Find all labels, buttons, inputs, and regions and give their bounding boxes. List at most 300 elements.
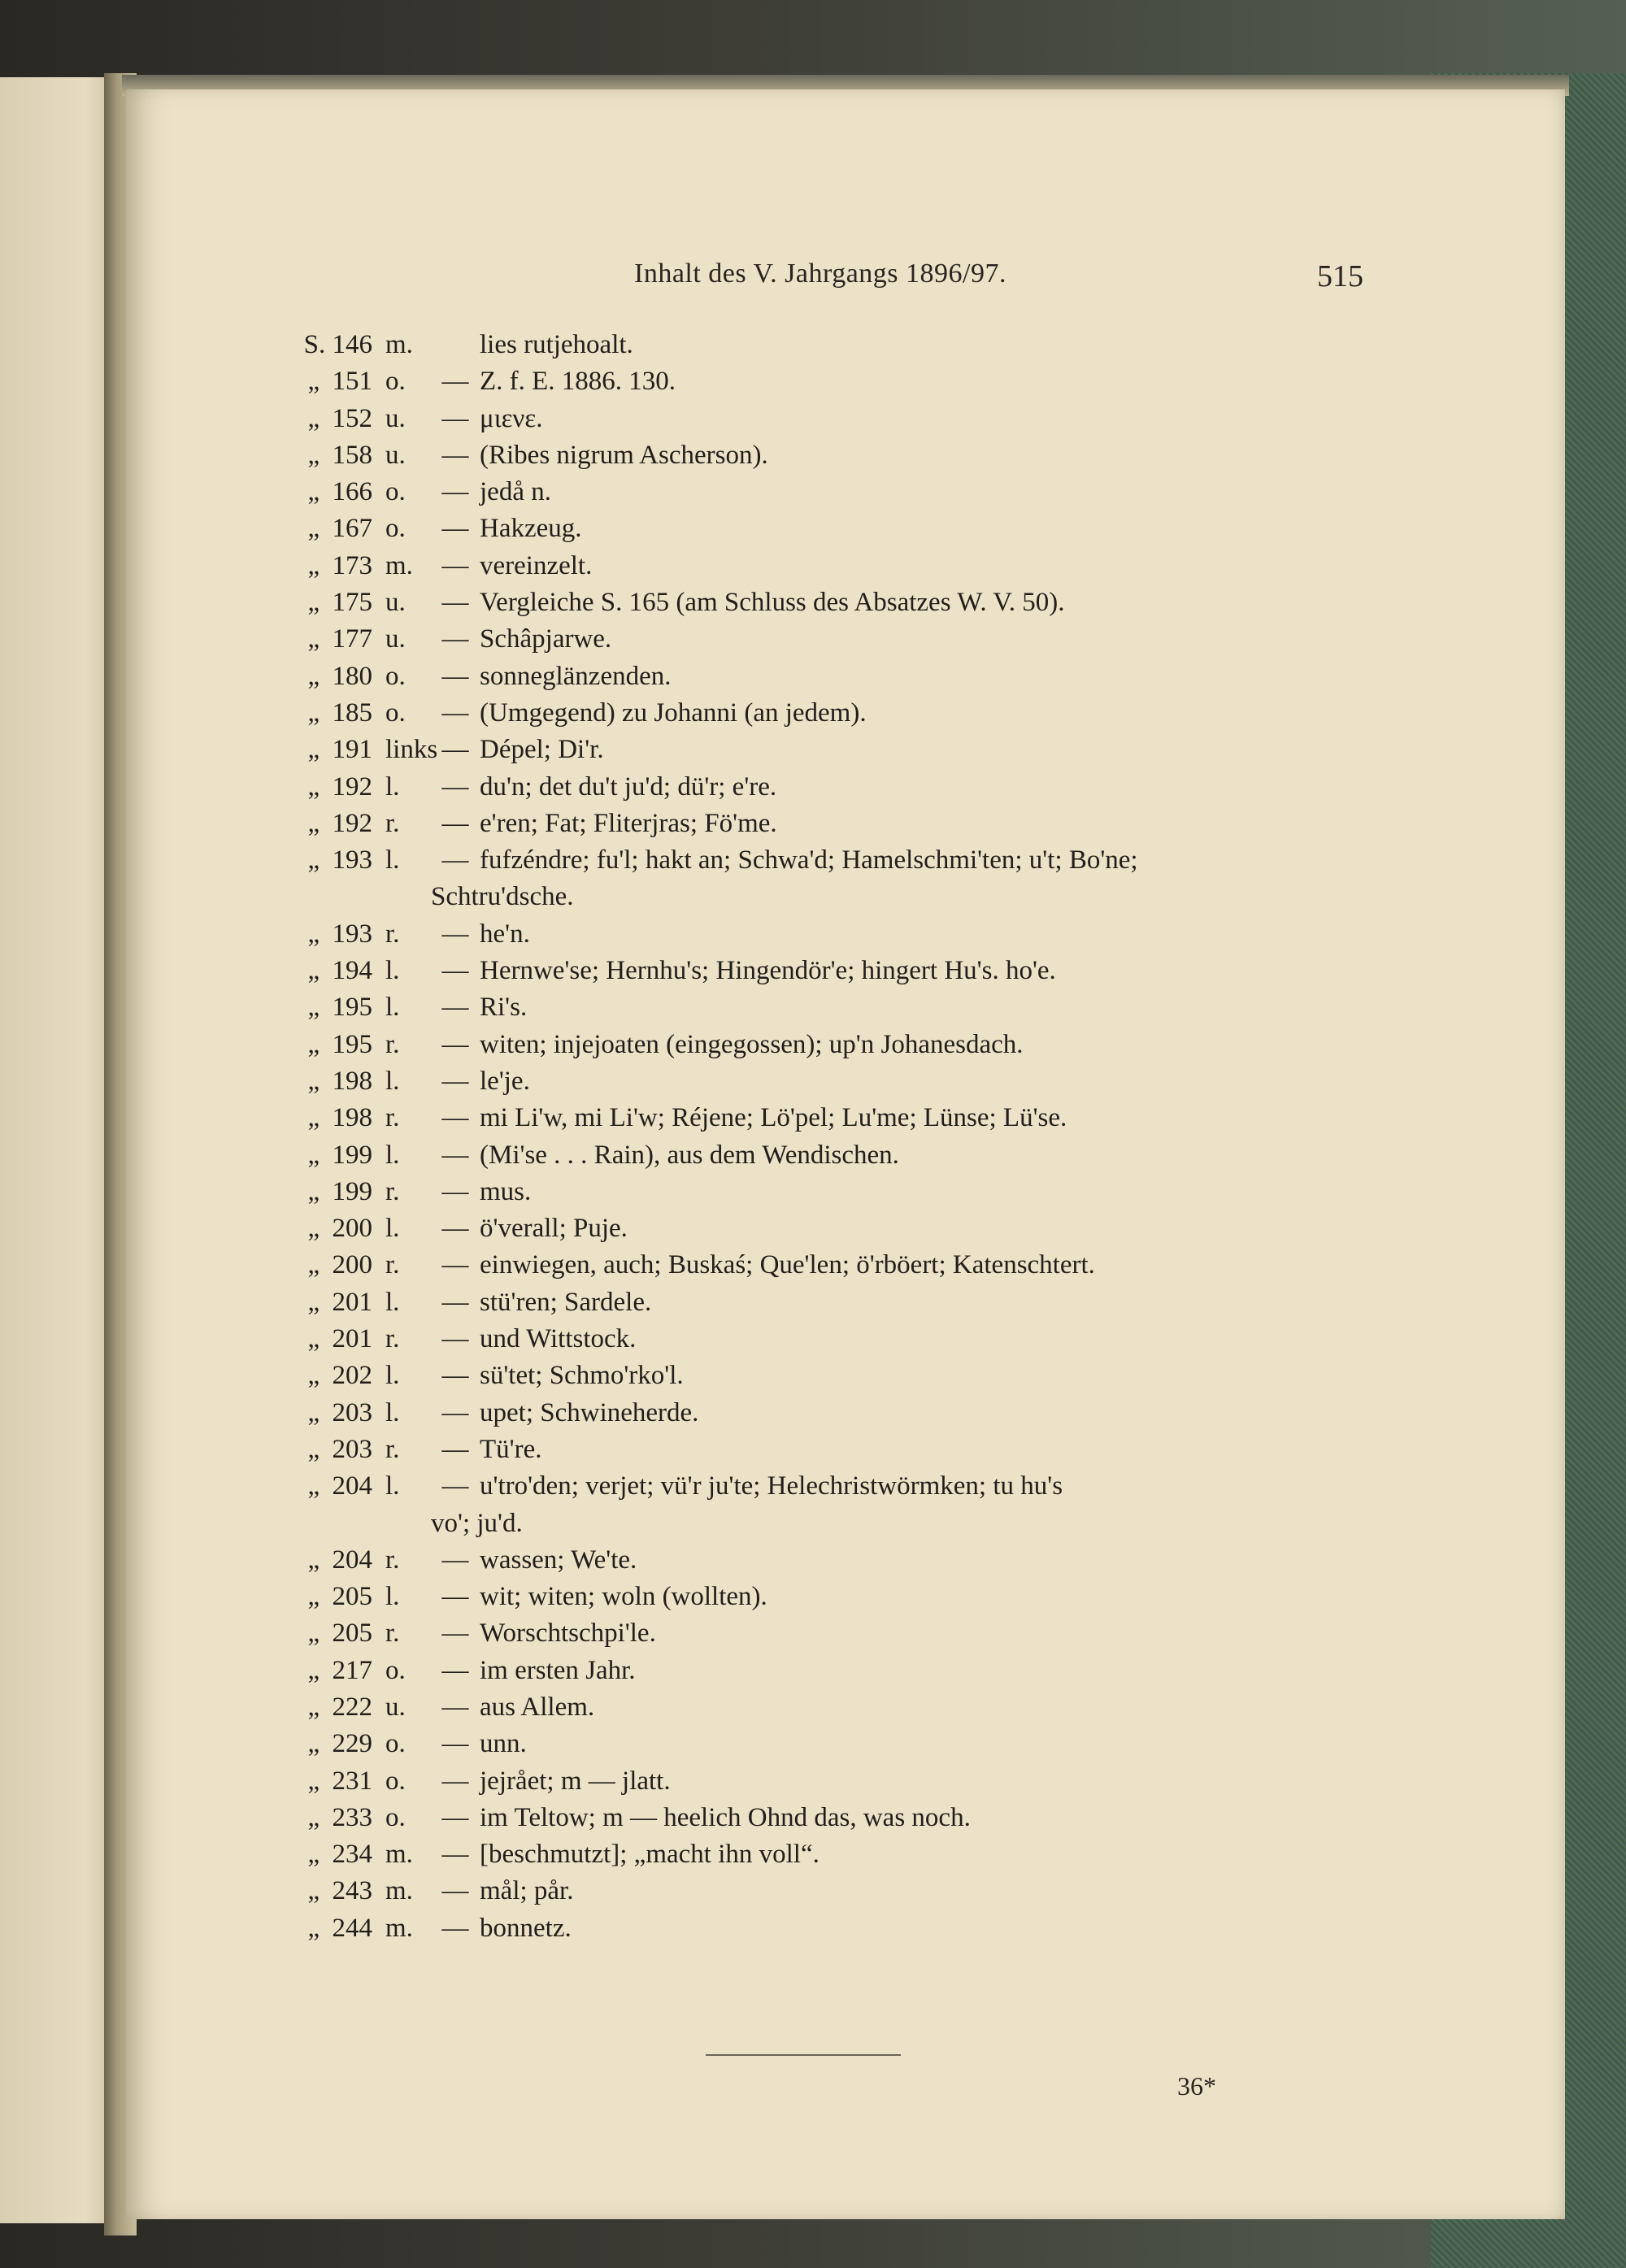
entry-position: r. <box>385 808 400 838</box>
entry-text: (Umgegend) zu Johanni (an jedem). <box>480 697 867 728</box>
entry-page-ref <box>293 1174 382 1210</box>
ditto-mark: „ <box>307 993 320 1023</box>
entry-text: [beschmutzt]; „macht ihn voll“. <box>480 1840 820 1870</box>
entry-page-ref <box>293 1395 382 1432</box>
ditto-mark: „ <box>307 1361 320 1391</box>
entry-separator: — <box>441 1103 469 1133</box>
ditto-mark: „ <box>307 1471 320 1501</box>
errata-entry <box>293 732 1341 768</box>
entry-separator: — <box>441 1066 469 1096</box>
entry-page-number: 180 <box>332 661 372 691</box>
entry-position: r. <box>385 1103 400 1133</box>
entry-text: lies rutjehoalt. <box>480 330 633 359</box>
ditto-mark: „ <box>307 624 320 654</box>
entry-text: sonneglänzenden. <box>480 661 672 691</box>
entry-page-number: 175 <box>332 588 372 618</box>
entry-position: links <box>385 735 438 765</box>
entry-separator: — <box>441 1766 469 1796</box>
errata-entry <box>293 1763 1341 1800</box>
entry-text: Hernwe'se; Hernhu's; Hingendör'e; hingert Hu's. ho'e. <box>480 956 1056 986</box>
entry-page-number: 191 <box>332 735 372 765</box>
ditto-mark: „ <box>307 1802 320 1832</box>
entry-page-number: 193 <box>332 845 372 875</box>
entry-text: Z. f. E. 1886. 130. <box>480 367 676 397</box>
entry-position: r. <box>385 1029 400 1059</box>
entry-text: vereinzelt. <box>480 550 593 580</box>
entry-page-ref <box>293 1910 382 1947</box>
entry-text: stü'ren; Sardele. <box>480 1287 652 1317</box>
entry-separator: — <box>441 1397 469 1427</box>
entry-text: Worschtschpi'le. <box>480 1618 656 1649</box>
ditto-mark: „ <box>307 1655 320 1685</box>
entry-page-ref <box>293 1027 382 1063</box>
ditto-mark: „ <box>307 440 320 470</box>
entry-separator: — <box>441 956 469 986</box>
entry-page-number: 204 <box>332 1545 372 1575</box>
entry-page-number: 204 <box>332 1471 372 1501</box>
entry-page-ref <box>293 1615 382 1652</box>
entry-page-ref <box>293 695 382 732</box>
entry-separator: — <box>441 1029 469 1059</box>
entry-page-number: 173 <box>332 550 372 580</box>
errata-entry <box>293 1063 1341 1100</box>
errata-entry <box>293 1542 1341 1579</box>
entry-page-ref <box>293 621 382 658</box>
entry-text: mål; pår. <box>480 1876 574 1906</box>
errata-entry <box>293 916 1341 953</box>
entry-separator: — <box>441 1618 469 1649</box>
ditto-mark: „ <box>307 403 320 433</box>
entry-page-ref <box>293 989 382 1026</box>
entry-position: l. <box>385 1361 400 1391</box>
entry-page-ref <box>293 1542 382 1579</box>
entry-page-ref <box>293 658 382 695</box>
errata-entry <box>293 327 1341 363</box>
entry-separator: — <box>441 1582 469 1612</box>
entry-text: Vergleiche S. 165 (am Schluss des Absatzes W. V. 50). <box>480 588 1065 618</box>
entry-page-number: 192 <box>332 771 372 802</box>
entry-separator: — <box>441 514 469 544</box>
ditto-mark: „ <box>307 550 320 580</box>
entry-separator: — <box>441 1655 469 1685</box>
ditto-mark: „ <box>307 956 320 986</box>
entry-page-number: 205 <box>332 1582 372 1612</box>
errata-entry <box>293 1726 1341 1762</box>
entry-separator: — <box>441 367 469 397</box>
ditto-mark: „ <box>307 367 320 397</box>
entry-page-ref <box>293 732 382 768</box>
entry-text: bonnetz. <box>480 1913 572 1943</box>
entry-text: mus. <box>480 1176 532 1206</box>
entry-separator: — <box>441 588 469 618</box>
errata-entry <box>293 1210 1341 1247</box>
entry-separator: — <box>441 845 469 875</box>
entry-position: r. <box>385 1324 400 1354</box>
entry-position: m. <box>385 330 413 359</box>
entry-page-ref <box>293 511 382 547</box>
entry-text: wit; witen; woln (wollten). <box>480 1582 767 1612</box>
entry-position: l. <box>385 1471 400 1501</box>
entry-page-ref <box>293 1468 382 1505</box>
entry-position: l. <box>385 1214 400 1244</box>
entry-position: o. <box>385 1802 406 1832</box>
entry-page-ref <box>293 401 382 437</box>
entry-text: im ersten Jahr. <box>480 1655 636 1685</box>
entry-page-ref <box>293 584 382 621</box>
entry-position: l. <box>385 1287 400 1317</box>
entry-continuation: vo'; ju'd. <box>431 1508 523 1538</box>
ditto-mark: „ <box>307 1582 320 1612</box>
errata-entry <box>293 1432 1341 1468</box>
ditto-mark: „ <box>307 1066 320 1096</box>
entry-page-ref <box>293 548 382 584</box>
ditto-mark: „ <box>307 1250 320 1280</box>
entry-separator: — <box>441 1471 469 1501</box>
entry-page-number: 200 <box>332 1250 372 1280</box>
entry-page-ref <box>293 1284 382 1321</box>
entry-page-number: 177 <box>332 624 372 654</box>
entry-page-ref <box>293 916 382 953</box>
signature-mark: 36* <box>1177 2071 1216 2101</box>
entry-position: u. <box>385 440 406 470</box>
errata-entry <box>293 1800 1341 1836</box>
entry-separator: — <box>441 1913 469 1943</box>
entry-separator: — <box>441 697 469 728</box>
entry-page-number: 192 <box>332 808 372 838</box>
ditto-mark: „ <box>307 1840 320 1870</box>
entry-position: l. <box>385 1397 400 1427</box>
entry-page-ref <box>293 1763 382 1800</box>
ditto-mark: „ <box>307 919 320 949</box>
entry-separator: — <box>441 771 469 802</box>
entry-text: und Wittstock. <box>480 1324 637 1354</box>
entry-text: fufzéndre; fu'l; hakt an; Schwa'd; Hamelschmi'ten; u't; Bo'ne; <box>480 845 1138 875</box>
errata-entry <box>293 1615 1341 1652</box>
ditto-mark: „ <box>307 1029 320 1059</box>
entry-position: o. <box>385 477 406 507</box>
errata-entry <box>293 1027 1341 1063</box>
errata-entry <box>293 1174 1341 1210</box>
entry-page-number: 185 <box>332 697 372 728</box>
entry-text: aus Allem. <box>480 1692 595 1722</box>
errata-entry <box>293 511 1341 547</box>
entry-text: jejrået; m — jlatt. <box>480 1766 671 1796</box>
entry-separator: — <box>441 1176 469 1206</box>
entry-separator: — <box>441 477 469 507</box>
entry-separator: — <box>441 1140 469 1170</box>
entry-page-number: 151 <box>332 367 372 397</box>
ditto-mark: „ <box>307 1103 320 1133</box>
entry-page-number: 201 <box>332 1287 372 1317</box>
entry-page-ref <box>293 1321 382 1358</box>
errata-entry <box>293 1836 1341 1873</box>
entry-page-number: 199 <box>332 1176 372 1206</box>
entry-separator: — <box>441 661 469 691</box>
entry-position: o. <box>385 661 406 691</box>
entry-text: μιενε. <box>480 403 543 433</box>
entry-position: u. <box>385 403 406 433</box>
entry-page-number: 229 <box>332 1729 372 1759</box>
errata-entry <box>293 363 1341 400</box>
footer-rule <box>706 2054 901 2056</box>
entry-separator: — <box>441 1729 469 1759</box>
entry-text: witen; injejoaten (eingegossen); up'n Johanesdach. <box>480 1029 1024 1059</box>
entry-text: mi Li'w, mi Li'w; Réjene; Lö'pel; Lu'me; Lünse; Lü'se. <box>480 1103 1067 1133</box>
errata-entry <box>293 1358 1341 1394</box>
entry-position: o. <box>385 1655 406 1685</box>
entry-separator: — <box>441 1324 469 1354</box>
entry-position: r. <box>385 1545 400 1575</box>
entry-page-number: 203 <box>332 1434 372 1464</box>
entry-text: jedå n. <box>480 477 551 507</box>
entry-text: du'n; det du't ju'd; dü'r; e're. <box>480 771 777 802</box>
errata-entry <box>293 401 1341 437</box>
errata-entry <box>293 1910 1341 1947</box>
entry-position: l. <box>385 956 400 986</box>
entry-separator: — <box>441 1287 469 1317</box>
entry-separator: — <box>441 550 469 580</box>
entry-page-number: 243 <box>332 1876 372 1906</box>
page-number: 515 <box>1317 259 1363 293</box>
entry-page-number: 198 <box>332 1066 372 1096</box>
entry-position: l. <box>385 1140 400 1170</box>
entry-text: sü'tet; Schmo'rko'l. <box>480 1361 684 1391</box>
entry-page-ref <box>293 1063 382 1100</box>
entry-page-ref <box>293 1579 382 1615</box>
entry-page-ref <box>293 1873 382 1910</box>
entry-position: u. <box>385 624 406 654</box>
entry-position: l. <box>385 845 400 875</box>
entry-page-ref <box>293 437 382 474</box>
errata-entry <box>293 548 1341 584</box>
errata-entry <box>293 474 1341 511</box>
entry-position: l. <box>385 993 400 1023</box>
errata-entry <box>293 1468 1341 1505</box>
entry-position: l. <box>385 771 400 802</box>
entry-text: wassen; We'te. <box>480 1545 637 1575</box>
entry-position: u. <box>385 588 406 618</box>
entry-text: (Mi'se . . . Rain), aus dem Wendischen. <box>480 1140 899 1170</box>
entry-text: (Ribes nigrum Ascherson). <box>480 440 768 470</box>
entry-page-number: 231 <box>332 1766 372 1796</box>
entry-text: Hakzeug. <box>480 514 582 544</box>
entry-page-ref <box>293 1100 382 1136</box>
entry-separator: — <box>441 403 469 433</box>
ditto-mark: „ <box>307 1618 320 1649</box>
entry-text: upet; Schwineherde. <box>480 1397 699 1427</box>
entry-page-ref <box>293 1210 382 1247</box>
errata-entry <box>293 953 1341 989</box>
ditto-mark: „ <box>307 1434 320 1464</box>
entry-page-number: 158 <box>332 440 372 470</box>
entry-text: unn. <box>480 1729 527 1759</box>
entry-page-number: 201 <box>332 1324 372 1354</box>
entry-position: o. <box>385 1766 406 1796</box>
entry-separator: — <box>441 624 469 654</box>
entry-page-ref <box>293 769 382 806</box>
entry-position: r. <box>385 1434 400 1464</box>
errata-entry <box>293 1137 1341 1174</box>
entry-page-number: 194 <box>332 956 372 986</box>
entry-separator: — <box>441 1250 469 1280</box>
entry-text: u'tro'den; verjet; vü'r ju'te; Helechristwörmken; tu hu's <box>480 1471 1063 1501</box>
ditto-mark: „ <box>307 1692 320 1722</box>
entry-separator: — <box>441 993 469 1023</box>
entry-position: r. <box>385 1176 400 1206</box>
errata-entry <box>293 1395 1341 1432</box>
entry-separator: — <box>441 735 469 765</box>
entry-separator: — <box>441 1802 469 1832</box>
entry-position: m. <box>385 1876 413 1906</box>
entry-position: m. <box>385 550 413 580</box>
ditto-mark: „ <box>307 1324 320 1354</box>
entry-page-ref <box>293 806 382 842</box>
ditto-mark: „ <box>307 1176 320 1206</box>
ditto-mark: „ <box>307 1876 320 1906</box>
ditto-mark: „ <box>307 697 320 728</box>
ditto-mark: „ <box>307 735 320 765</box>
entry-page-ref <box>293 842 382 879</box>
entry-text: Dépel; Di'r. <box>480 735 604 765</box>
entry-page-ref <box>293 474 382 511</box>
entry-page-ref <box>293 1358 382 1394</box>
ditto-mark: „ <box>307 845 320 875</box>
errata-entry <box>293 1247 1341 1284</box>
entry-page-number: 166 <box>332 477 372 507</box>
entry-text: le'je. <box>480 1066 530 1096</box>
errata-entry <box>293 989 1341 1026</box>
entry-page-ref <box>293 1726 382 1762</box>
entry-position: r. <box>385 1618 400 1649</box>
errata-entry <box>293 1689 1341 1726</box>
entry-page-number: 195 <box>332 1029 372 1059</box>
entry-position: l. <box>385 1066 400 1096</box>
entry-page-number: 200 <box>332 1214 372 1244</box>
errata-entry <box>293 1873 1341 1910</box>
errata-list <box>293 327 1341 1947</box>
ditto-mark: „ <box>307 1545 320 1575</box>
entry-page-number: 217 <box>332 1655 372 1685</box>
entry-text: Schâpjarwe. <box>480 624 612 654</box>
entry-text: e'ren; Fat; Fliterjras; Fö'me. <box>480 808 777 838</box>
ditto-mark: „ <box>307 661 320 691</box>
entry-separator: — <box>441 1840 469 1870</box>
errata-entry <box>293 806 1341 842</box>
entry-separator <box>431 327 480 363</box>
entry-page-ref <box>293 327 382 363</box>
ditto-mark: „ <box>307 588 320 618</box>
entry-position: l. <box>385 1582 400 1612</box>
entry-text: he'n. <box>480 919 530 949</box>
running-title: Inhalt des V. Jahrgangs 1896/97. <box>634 259 1006 289</box>
ditto-mark: „ <box>307 1729 320 1759</box>
entry-position: r. <box>385 919 400 949</box>
ditto-mark: „ <box>307 1913 320 1943</box>
errata-entry <box>293 658 1341 695</box>
entry-page-number: 199 <box>332 1140 372 1170</box>
entry-position: m. <box>385 1840 413 1870</box>
entry-page-ref <box>293 1247 382 1284</box>
entry-separator: — <box>441 1876 469 1906</box>
entry-position: o. <box>385 514 406 544</box>
entry-text: im Teltow; m — heelich Ohnd das, was noch. <box>480 1802 971 1832</box>
errata-entry <box>293 1284 1341 1321</box>
errata-entry <box>293 769 1341 806</box>
entry-page-number: 203 <box>332 1397 372 1427</box>
entry-page-number: 195 <box>332 993 372 1023</box>
errata-entry <box>293 621 1341 658</box>
errata-entry <box>293 1653 1341 1689</box>
ditto-mark: „ <box>307 1397 320 1427</box>
entry-page-ref <box>293 1689 382 1726</box>
entry-text: Ri's. <box>480 993 528 1023</box>
entry-page-number: 233 <box>332 1802 372 1832</box>
errata-entry <box>293 695 1341 732</box>
entry-page-ref <box>293 1137 382 1174</box>
entry-separator: — <box>441 1545 469 1575</box>
ditto-mark: „ <box>307 1766 320 1796</box>
ditto-mark: „ <box>307 1214 320 1244</box>
entry-text: ö'verall; Puje. <box>480 1214 628 1244</box>
entry-page-number: 234 <box>332 1840 372 1870</box>
errata-entry <box>293 1321 1341 1358</box>
entry-position: m. <box>385 1913 413 1943</box>
errata-entry <box>293 584 1341 621</box>
entry-page-number: 167 <box>332 514 372 544</box>
ditto-mark: „ <box>307 514 320 544</box>
errata-entry <box>293 1100 1341 1136</box>
entry-page-number: 198 <box>332 1103 372 1133</box>
ditto-mark: „ <box>307 1287 320 1317</box>
entry-separator: — <box>441 440 469 470</box>
ditto-mark: „ <box>307 1140 320 1170</box>
entry-text: einwiegen, auch; Buskaś; Que'len; ö'rböert; Katenschtert. <box>480 1250 1095 1280</box>
entry-page-number: 222 <box>332 1692 372 1722</box>
entry-position: u. <box>385 1692 406 1722</box>
entry-separator: — <box>441 808 469 838</box>
errata-entry <box>293 1579 1341 1615</box>
entry-separator: — <box>441 919 469 949</box>
entry-page-number: 205 <box>332 1618 372 1649</box>
entry-page-number: 193 <box>332 919 372 949</box>
entry-separator: — <box>441 1214 469 1244</box>
entry-page-ref <box>293 363 382 400</box>
entry-text: Tü're. <box>480 1434 542 1464</box>
entry-separator: — <box>441 1434 469 1464</box>
entry-continuation: Schtru'dsche. <box>431 882 574 912</box>
entry-separator: — <box>441 1692 469 1722</box>
errata-entry <box>293 842 1341 879</box>
entry-position: r. <box>385 1250 400 1280</box>
entry-page-ref <box>293 1800 382 1836</box>
entry-page-ref <box>293 1432 382 1468</box>
entry-position: o. <box>385 697 406 728</box>
entry-page-number: 244 <box>332 1913 372 1943</box>
entry-position: o. <box>385 1729 406 1759</box>
ditto-mark: „ <box>307 771 320 802</box>
entry-separator: — <box>441 1361 469 1391</box>
entry-position: o. <box>385 367 406 397</box>
entry-page-ref <box>293 1836 382 1873</box>
ditto-mark: „ <box>307 808 320 838</box>
entry-page-number: S. 146 <box>303 330 372 359</box>
ditto-mark: „ <box>307 477 320 507</box>
entry-page-ref <box>293 953 382 989</box>
entry-page-ref <box>293 1653 382 1689</box>
entry-page-number: 152 <box>332 403 372 433</box>
errata-entry <box>293 437 1341 474</box>
entry-page-number: 202 <box>332 1361 372 1391</box>
